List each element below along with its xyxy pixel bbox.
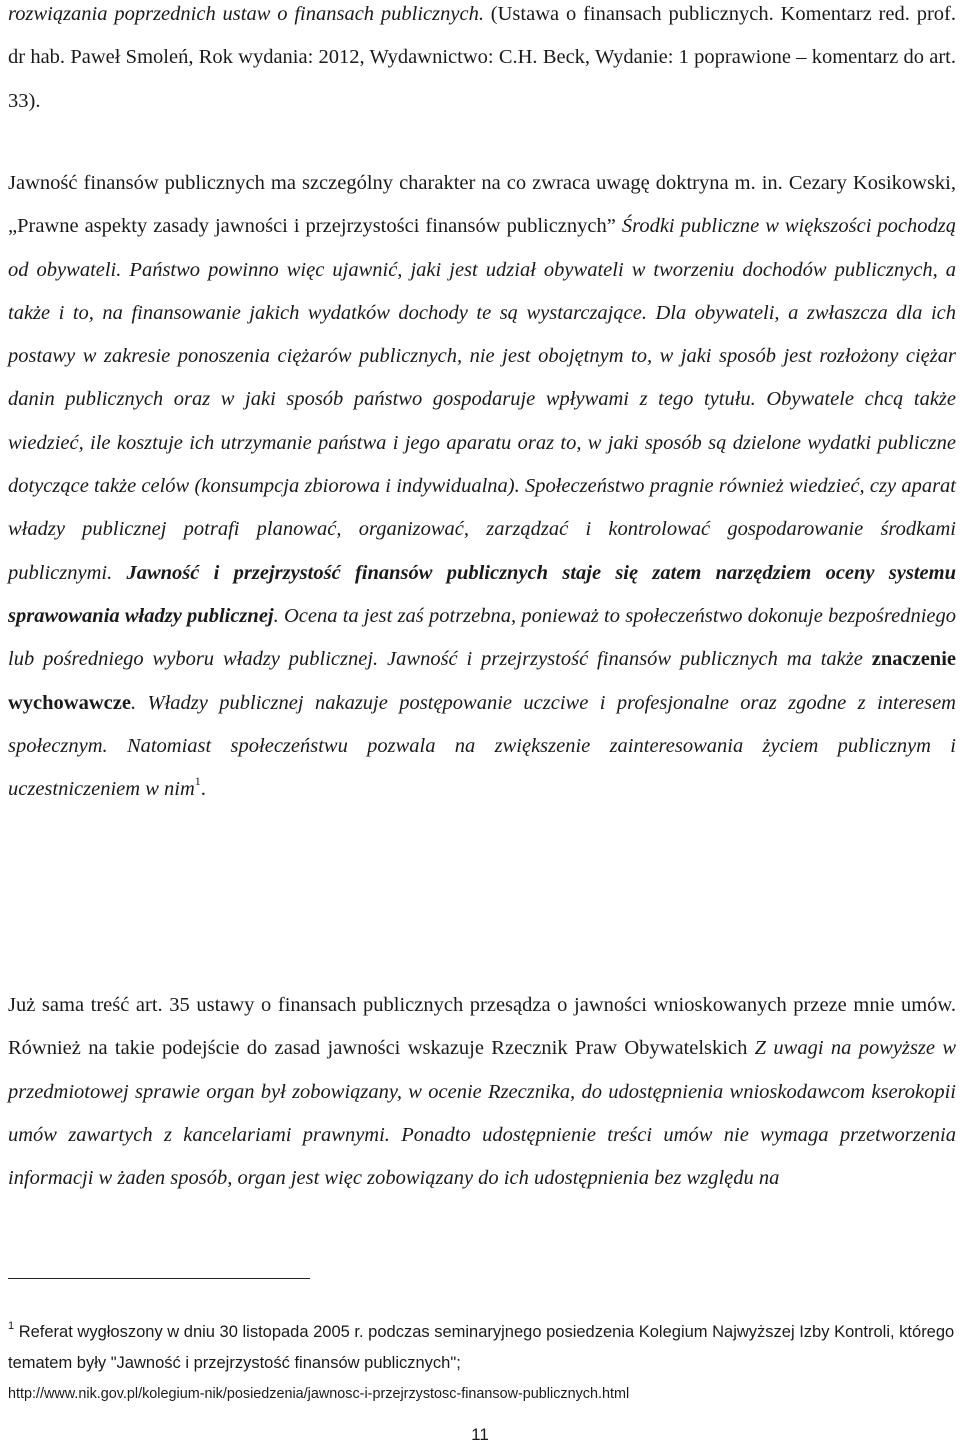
paragraph-2-emphasis-1: Jawność i przejrzystość finansów publicznych staje się zatem narzędziem oceny systemu sprawowania władzy publicznej xyxy=(8,561,956,627)
paragraph-3-quote: Z uwagi na powyższe w przedmiotowej sprawie organ był zobowiązany, w ocenie Rzecznika, do udostępnienia wnioskodawcom kserokopii umów zawartych z kancelariami prawnymi. Ponadto udostępnienie treści umów nie wymaga przetworzenia informacji w żaden sposób, organ jest więc zobowiązany do ich udostępnienia bez względu na xyxy=(8,1037,956,1190)
footnote-marker: 1 xyxy=(8,1320,15,1332)
paragraph-2-quote-part-2: . Ocena ta jest zaś potrzebna, ponieważ to społeczeństwo dokonuje bezpośredniego lub pośredniego wyboru władzy publicznej. Jawność i przejrzystość finansów publicznych ma także xyxy=(8,604,956,671)
paragraph-3 xyxy=(8,984,956,1200)
paragraph-2-intro: Jawność finansów publicznych ma szczególny charakter na co zwraca uwagę doktryna m. in. Cezary Kosikowski, „Prawne aspekty zasady jawności i przejrzystości finansów publicznych” xyxy=(8,172,956,238)
paragraph-2-ending: . xyxy=(200,778,206,801)
footnote-text: Referat wygłoszony w dniu 30 listopada 2005 r. podczas seminaryjnego posiedzenia Kolegium Najwyższej Izby Kontroli, którego tematem były "Jawność i przejrzystość finansów publicznych"; xyxy=(8,1323,955,1372)
footnote-reference[interactable]: 1 xyxy=(194,774,201,789)
footnote-url-link[interactable]: http://www.nik.gov.pl/kolegium-nik/posiedzenia/jawnosc-i-przejrzystosc-finansow-publicznych.html xyxy=(8,1386,630,1402)
footnote xyxy=(8,1317,956,1410)
paragraph-2-quote-part-1: Środki publiczne w większości pochodzą od obywateli. Państwo powinno więc ujawnić, jaki jest udział obywateli w tworzeniu dochodów publicznych, a także i to, na finansowanie jakich wydatków dochody te są wystarczające. Dla obywateli, a zwłaszcza dla ich postawy w zakresie ponoszenia ciężarów publicznych, nie jest obojętnym to, w jaki sposób jest rozłożony ciężar danin publicznych oraz w jaki sposób państwo gospodaruje wpływami z tego tytułu. Obywatele chcą także wiedzieć, ile kosztuje ich utrzymanie państwa i jego aparatu oraz to, w jaki sposób są dzielone wydatki publiczne dotyczące także celów (konsumpcja zbiorowa i indywidualna). Społeczeństwo pragnie również wiedzieć, czy aparat władzy publicznej potrafi planować, organizować, zarządzać i kontrolować gospodarowanie środkami publicznymi. xyxy=(8,215,956,584)
paragraph-2 xyxy=(8,162,956,811)
page-number: 11 xyxy=(471,1425,489,1444)
paragraph-1-citation: (Ustawa o finansach publicznych. Komentarz red. prof. dr hab. Paweł Smoleń, Rok wydania: 2012, Wydawnictwo: C.H. Beck, Wydanie: 1 poprawione – komentarz do art. 33). xyxy=(8,3,956,112)
paragraph-2-quote-part-3: . Władzy publicznej nakazuje postępowanie uczciwe i profesjonalne oraz zgodne z interesem społecznym. Natomiast społeczeństwu pozwala na zwiększenie zainteresowania życiem publicznym i uczestniczeniem w nim xyxy=(8,691,956,801)
footnote-separator xyxy=(8,1278,310,1279)
paragraph-1-italic-text: rozwiązania poprzednich ustaw o finansach publicznych. xyxy=(8,3,484,25)
paragraph-1 xyxy=(8,0,956,123)
paragraph-3-intro: Już sama treść art. 35 ustawy o finansach publicznych przesądza o jawności wnioskowanych przeze mnie umów. Również na takie podejście do zasad jawności wskazuje Rzecznik Praw Obywatelskich xyxy=(8,994,956,1060)
paragraph-2-emphasis-2: znaczenie wychowawcze xyxy=(8,648,956,714)
